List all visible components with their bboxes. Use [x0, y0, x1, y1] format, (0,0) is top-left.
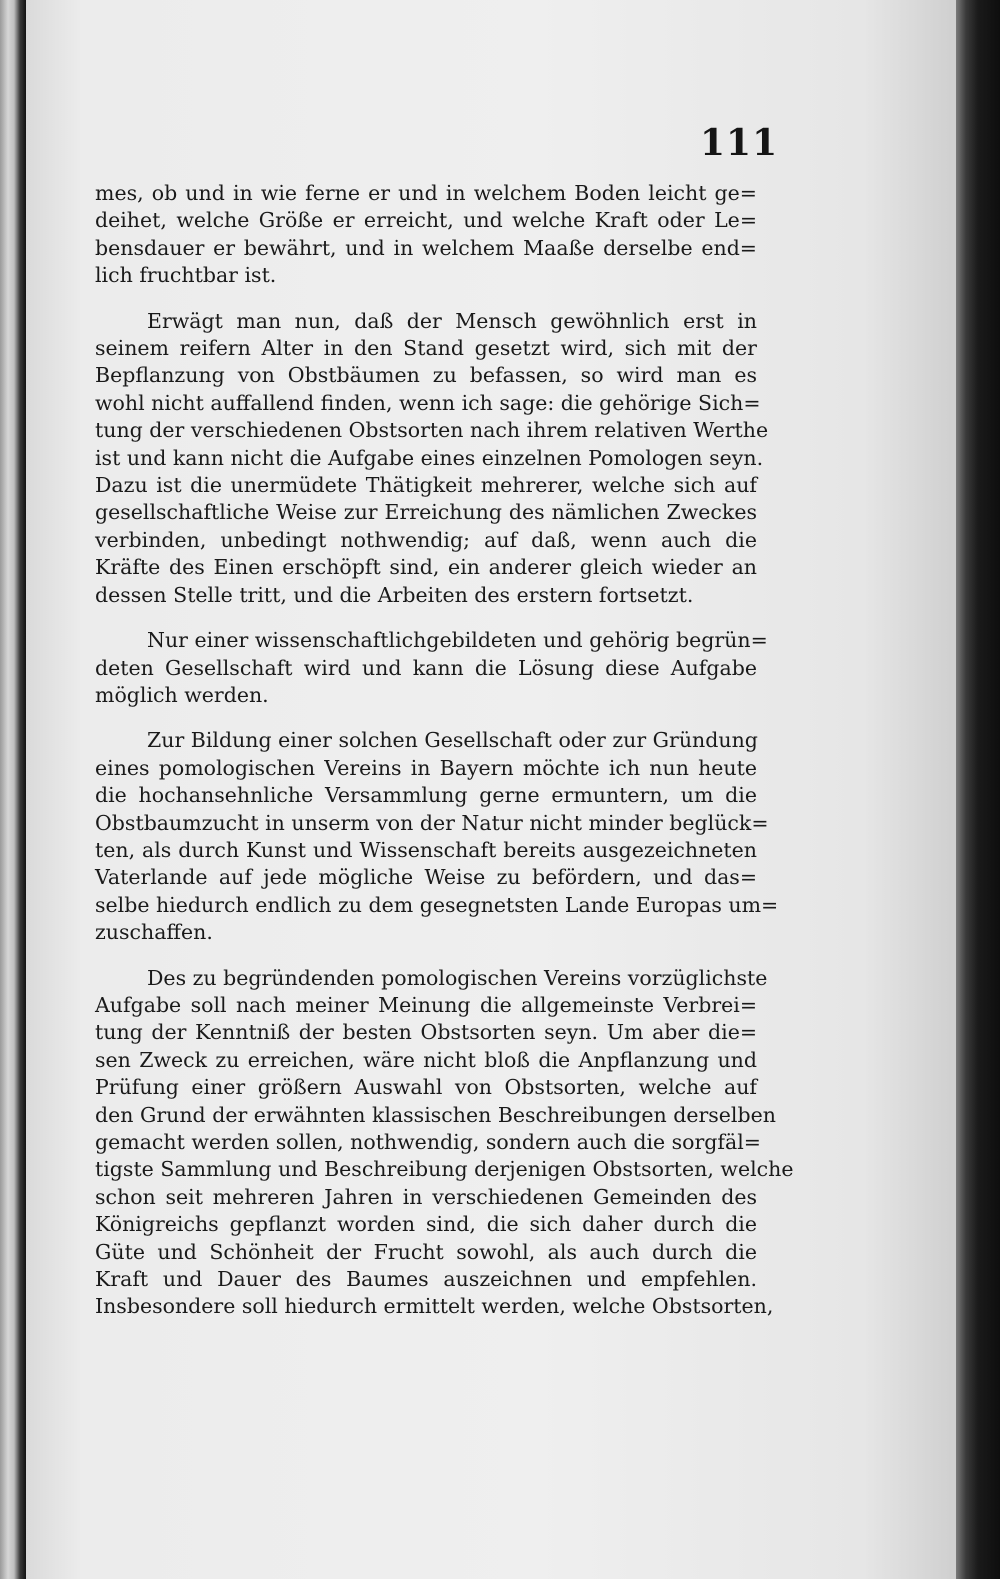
book-cover-edge: [956, 0, 1000, 1579]
text-line: wohl nicht auffallend finden, wenn ich sage: die gehörige Sich=: [95, 390, 761, 415]
text-line: schon seit mehreren Jahren in verschiedenen Gemeinden des: [95, 1184, 757, 1209]
paragraph: [95, 180, 757, 290]
text-line: Zur Bildung einer solchen Gesellschaft oder zur Gründung: [147, 728, 758, 753]
text-line: gemacht werden sollen, nothwendig, sondern auch die sorgfäl=: [95, 1130, 761, 1154]
paragraph: [95, 965, 794, 1321]
text-line: Königreichs gepflanzt worden sind, die sich daher durch die: [95, 1212, 757, 1237]
text-line: möglich werden.: [95, 682, 269, 707]
text-line: lich fruchtbar ist.: [95, 263, 277, 288]
text-line: Obstbaumzucht in unserm von der Natur nicht minder beglück=: [95, 810, 769, 835]
text-line: Kraft und Dauer des Baumes auszeichnen und empfehlen.: [95, 1267, 757, 1292]
text-line: deten Gesellschaft wird und kann die Lösung diese Aufgabe: [95, 655, 757, 680]
text-line: Prüfung einer größern Auswahl von Obstsorten, welche auf: [95, 1075, 757, 1100]
paragraph: [95, 727, 779, 946]
text-line: Des zu begründenden pomologischen Vereins vorzüglichste: [147, 965, 768, 990]
paragraph: [95, 627, 768, 709]
text-line: Insbesondere soll hiedurch ermittelt werden, welche Obstsorten,: [95, 1294, 774, 1319]
body-text: [95, 180, 794, 1339]
text-line: Kräfte des Einen erschöpft sind, ein anderer gleich wieder an: [95, 555, 757, 580]
text-line: tung der Kenntniß der besten Obstsorten seyn. Um aber die=: [95, 1020, 757, 1045]
text-line: bensdauer er bewährt, und in welchem Maaße derselbe end=: [95, 235, 757, 260]
paragraph: [95, 308, 769, 609]
text-line: Erwägt man nun, daß der Mensch gewöhnlich erst in: [147, 308, 757, 333]
text-line: tigste Sammlung und Beschreibung derjenigen Obstsorten, welche: [95, 1157, 794, 1182]
text-line: gesellschaftliche Weise zur Erreichung des nämlichen Zweckes: [95, 500, 757, 525]
text-line: dessen Stelle tritt, und die Arbeiten des erstern fortsetzt.: [95, 582, 694, 607]
text-line: verbinden, unbedingt nothwendig; auf daß, wenn auch die: [95, 527, 757, 552]
text-line: die hochansehnliche Versammlung gerne ermuntern, um die: [95, 783, 757, 808]
text-line: tung der verschiedenen Obstsorten nach ihrem relativen Werthe: [95, 418, 769, 443]
text-line: Bepflanzung von Obstbäumen zu befassen, so wird man es: [95, 363, 757, 388]
text-line: Nur einer wissenschaftlichgebildeten und gehörig begrün=: [147, 628, 768, 653]
text-line: seinem reifern Alter in den Stand gesetzt wird, sich mit der: [95, 336, 757, 361]
text-line: ist und kann nicht die Aufgabe eines einzelnen Pomologen seyn.: [95, 445, 764, 470]
text-line: Güte und Schönheit der Frucht sowohl, als auch durch die: [95, 1239, 757, 1264]
text-line: Vaterlande auf jede mögliche Weise zu befördern, und das=: [95, 865, 757, 890]
left-page-edge: [0, 0, 26, 1579]
text-line: Aufgabe soll nach meiner Meinung die allgemeinste Verbrei=: [95, 992, 757, 1017]
page-number: 111: [700, 122, 779, 164]
text-line: eines pomologischen Vereins in Bayern möchte ich nun heute: [95, 755, 757, 780]
text-line: den Grund der erwähnten klassischen Beschreibungen derselben: [95, 1102, 776, 1127]
text-line: zuschaffen.: [95, 920, 213, 945]
text-line: ten, als durch Kunst und Wissenschaft bereits ausgezeichneten: [95, 837, 757, 862]
text-line: Dazu ist die unermüdete Thätigkeit mehrerer, welche sich auf: [95, 473, 757, 498]
text-line: mes, ob und in wie ferne er und in welchem Boden leicht ge=: [95, 181, 757, 205]
text-line: selbe hiedurch endlich zu dem gesegnetsten Lande Europas um=: [95, 892, 779, 917]
text-line: sen Zweck zu erreichen, wäre nicht bloß die Anpflanzung und: [95, 1047, 757, 1072]
text-line: deihet, welche Größe er erreicht, und welche Kraft oder Le=: [95, 208, 757, 233]
